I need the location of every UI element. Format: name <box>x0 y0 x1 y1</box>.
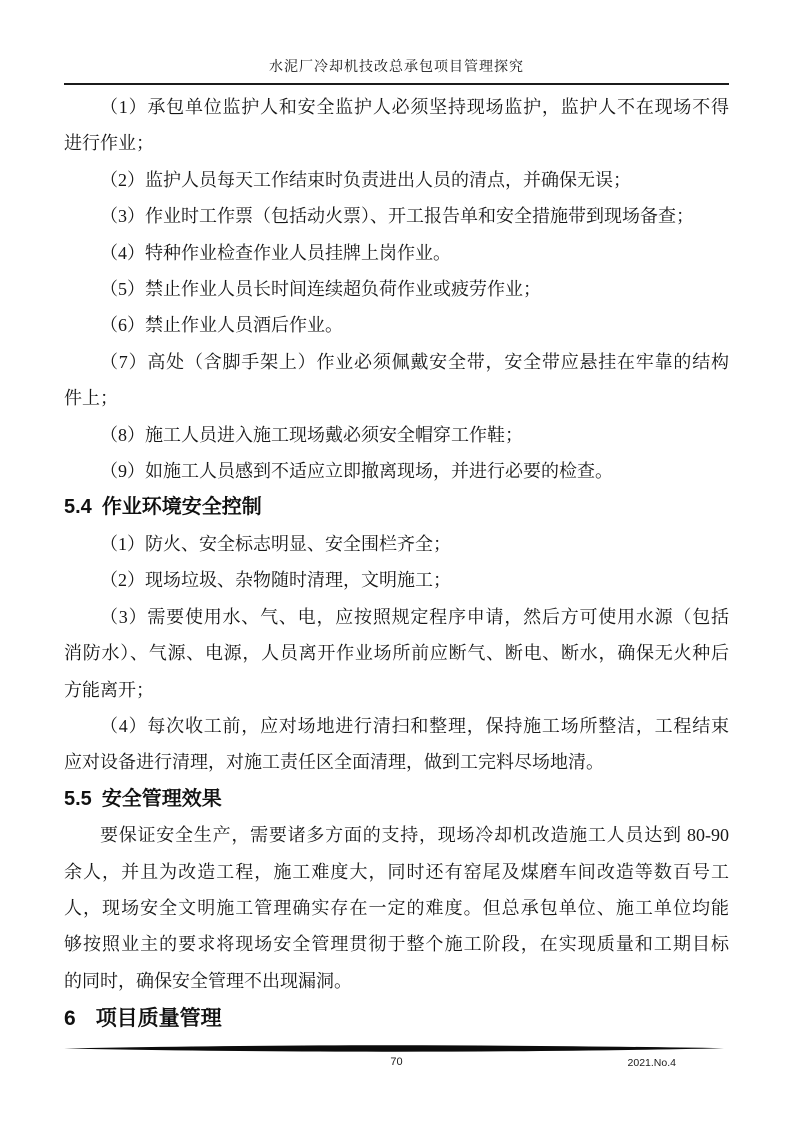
text-line: （3）作业时工作票（包括动火票）、开工报告单和安全措施带到现场备查； <box>100 206 694 227</box>
paragraph <box>64 599 729 708</box>
text-line: （3）需要使用水、气、电，应按照规定程序申请，然后方可使用水源（包括 <box>100 606 729 627</box>
running-head-title: 水泥厂冷却机技改总承包项目管理探究 <box>269 60 524 75</box>
paragraph <box>64 271 729 307</box>
issue-number: 2021.No.4 <box>627 1057 676 1069</box>
text-line: 的同时，确保安全管理不出现漏洞。 <box>64 970 352 991</box>
page-number: 70 <box>390 1056 403 1068</box>
paragraph <box>64 708 729 781</box>
section-heading-5.4 <box>64 489 729 525</box>
section-number: 5.5 <box>64 787 92 810</box>
footer-row <box>64 1056 729 1072</box>
text-line: （6）禁止作业人员酒后作业。 <box>100 315 343 336</box>
text-line: 要保证安全生产，需要诸多方面的支持，现场冷却机改造施工人员达到 80-90 <box>100 825 729 846</box>
text-line: 方能离开； <box>64 679 154 700</box>
footer-divider-line <box>64 1044 724 1053</box>
paragraph <box>64 89 729 162</box>
section-heading-6 <box>64 999 729 1039</box>
text-line: （4）每次收工前，应对场地进行清扫和整理，保持施工场所整洁，工程结束 <box>100 715 729 736</box>
section-number: 6 <box>64 1007 76 1031</box>
section-title: 安全管理效果 <box>101 787 222 810</box>
text-line: （2）现场垃圾、杂物随时清理，文明施工； <box>100 570 451 591</box>
text-line: （9）如施工人员感到不适应立即撤离现场，并进行必要的检查。 <box>100 461 613 482</box>
paragraph <box>64 162 729 198</box>
section-number: 5.4 <box>64 496 92 519</box>
paragraph <box>64 817 729 999</box>
text-line: （1）防火、安全标志明显、安全围栏齐全； <box>100 533 451 554</box>
paragraph <box>64 235 729 271</box>
text-line: （4）特种作业检查作业人员挂牌上岗作业。 <box>100 242 451 263</box>
text-line: （1）承包单位监护人和安全监护人必须坚持现场监护，监护人不在现场不得 <box>100 97 729 117</box>
section-heading-5.5 <box>64 781 729 817</box>
text-line: （7）高处（含脚手架上）作业必须佩戴安全带，安全带应悬挂在牢靠的结构 <box>100 351 729 372</box>
paragraph <box>64 526 729 562</box>
text-line: （5）禁止作业人员长时间连续超负荷作业或疲劳作业； <box>100 279 541 300</box>
text-line: （8）施工人员进入施工现场戴必须安全帽穿工作鞋； <box>100 424 523 445</box>
text-line: 消防水）、气源、电源，人员离开作业场所前应断气、断电、断水，确保无火种后 <box>64 643 729 664</box>
paragraph <box>64 344 729 417</box>
text-line: 人，现场安全文明施工管理确实存在一定的难度。但总承包单位、施工单位均能 <box>64 897 729 918</box>
text-line: 余人，并且为改造工程，施工难度大，同时还有窑尾及煤磨车间改造等数百号工 <box>64 861 729 882</box>
paragraph <box>64 417 729 453</box>
paragraph <box>64 453 729 489</box>
text-line: 够按照业主的要求将现场安全管理贯彻于整个施工阶段，在实现质量和工期目标 <box>64 934 729 955</box>
section-title: 作业环境安全控制 <box>101 496 262 519</box>
paragraph <box>64 307 729 343</box>
text-line: 应对设备进行清理，对施工责任区全面清理，做到工完料尽场地清。 <box>64 752 604 773</box>
header-rule <box>64 83 729 85</box>
document-body <box>64 89 729 1039</box>
section-title: 项目质量管理 <box>95 1007 222 1031</box>
text-line: 进行作业； <box>64 133 154 154</box>
text-line: 件上； <box>64 388 118 409</box>
page-header <box>64 58 729 85</box>
text-line: （2）监护人员每天工作结束时负责进出人员的清点，并确保无误； <box>100 169 631 190</box>
paragraph <box>64 198 729 234</box>
page-footer <box>64 1044 729 1072</box>
paragraph <box>64 562 729 598</box>
